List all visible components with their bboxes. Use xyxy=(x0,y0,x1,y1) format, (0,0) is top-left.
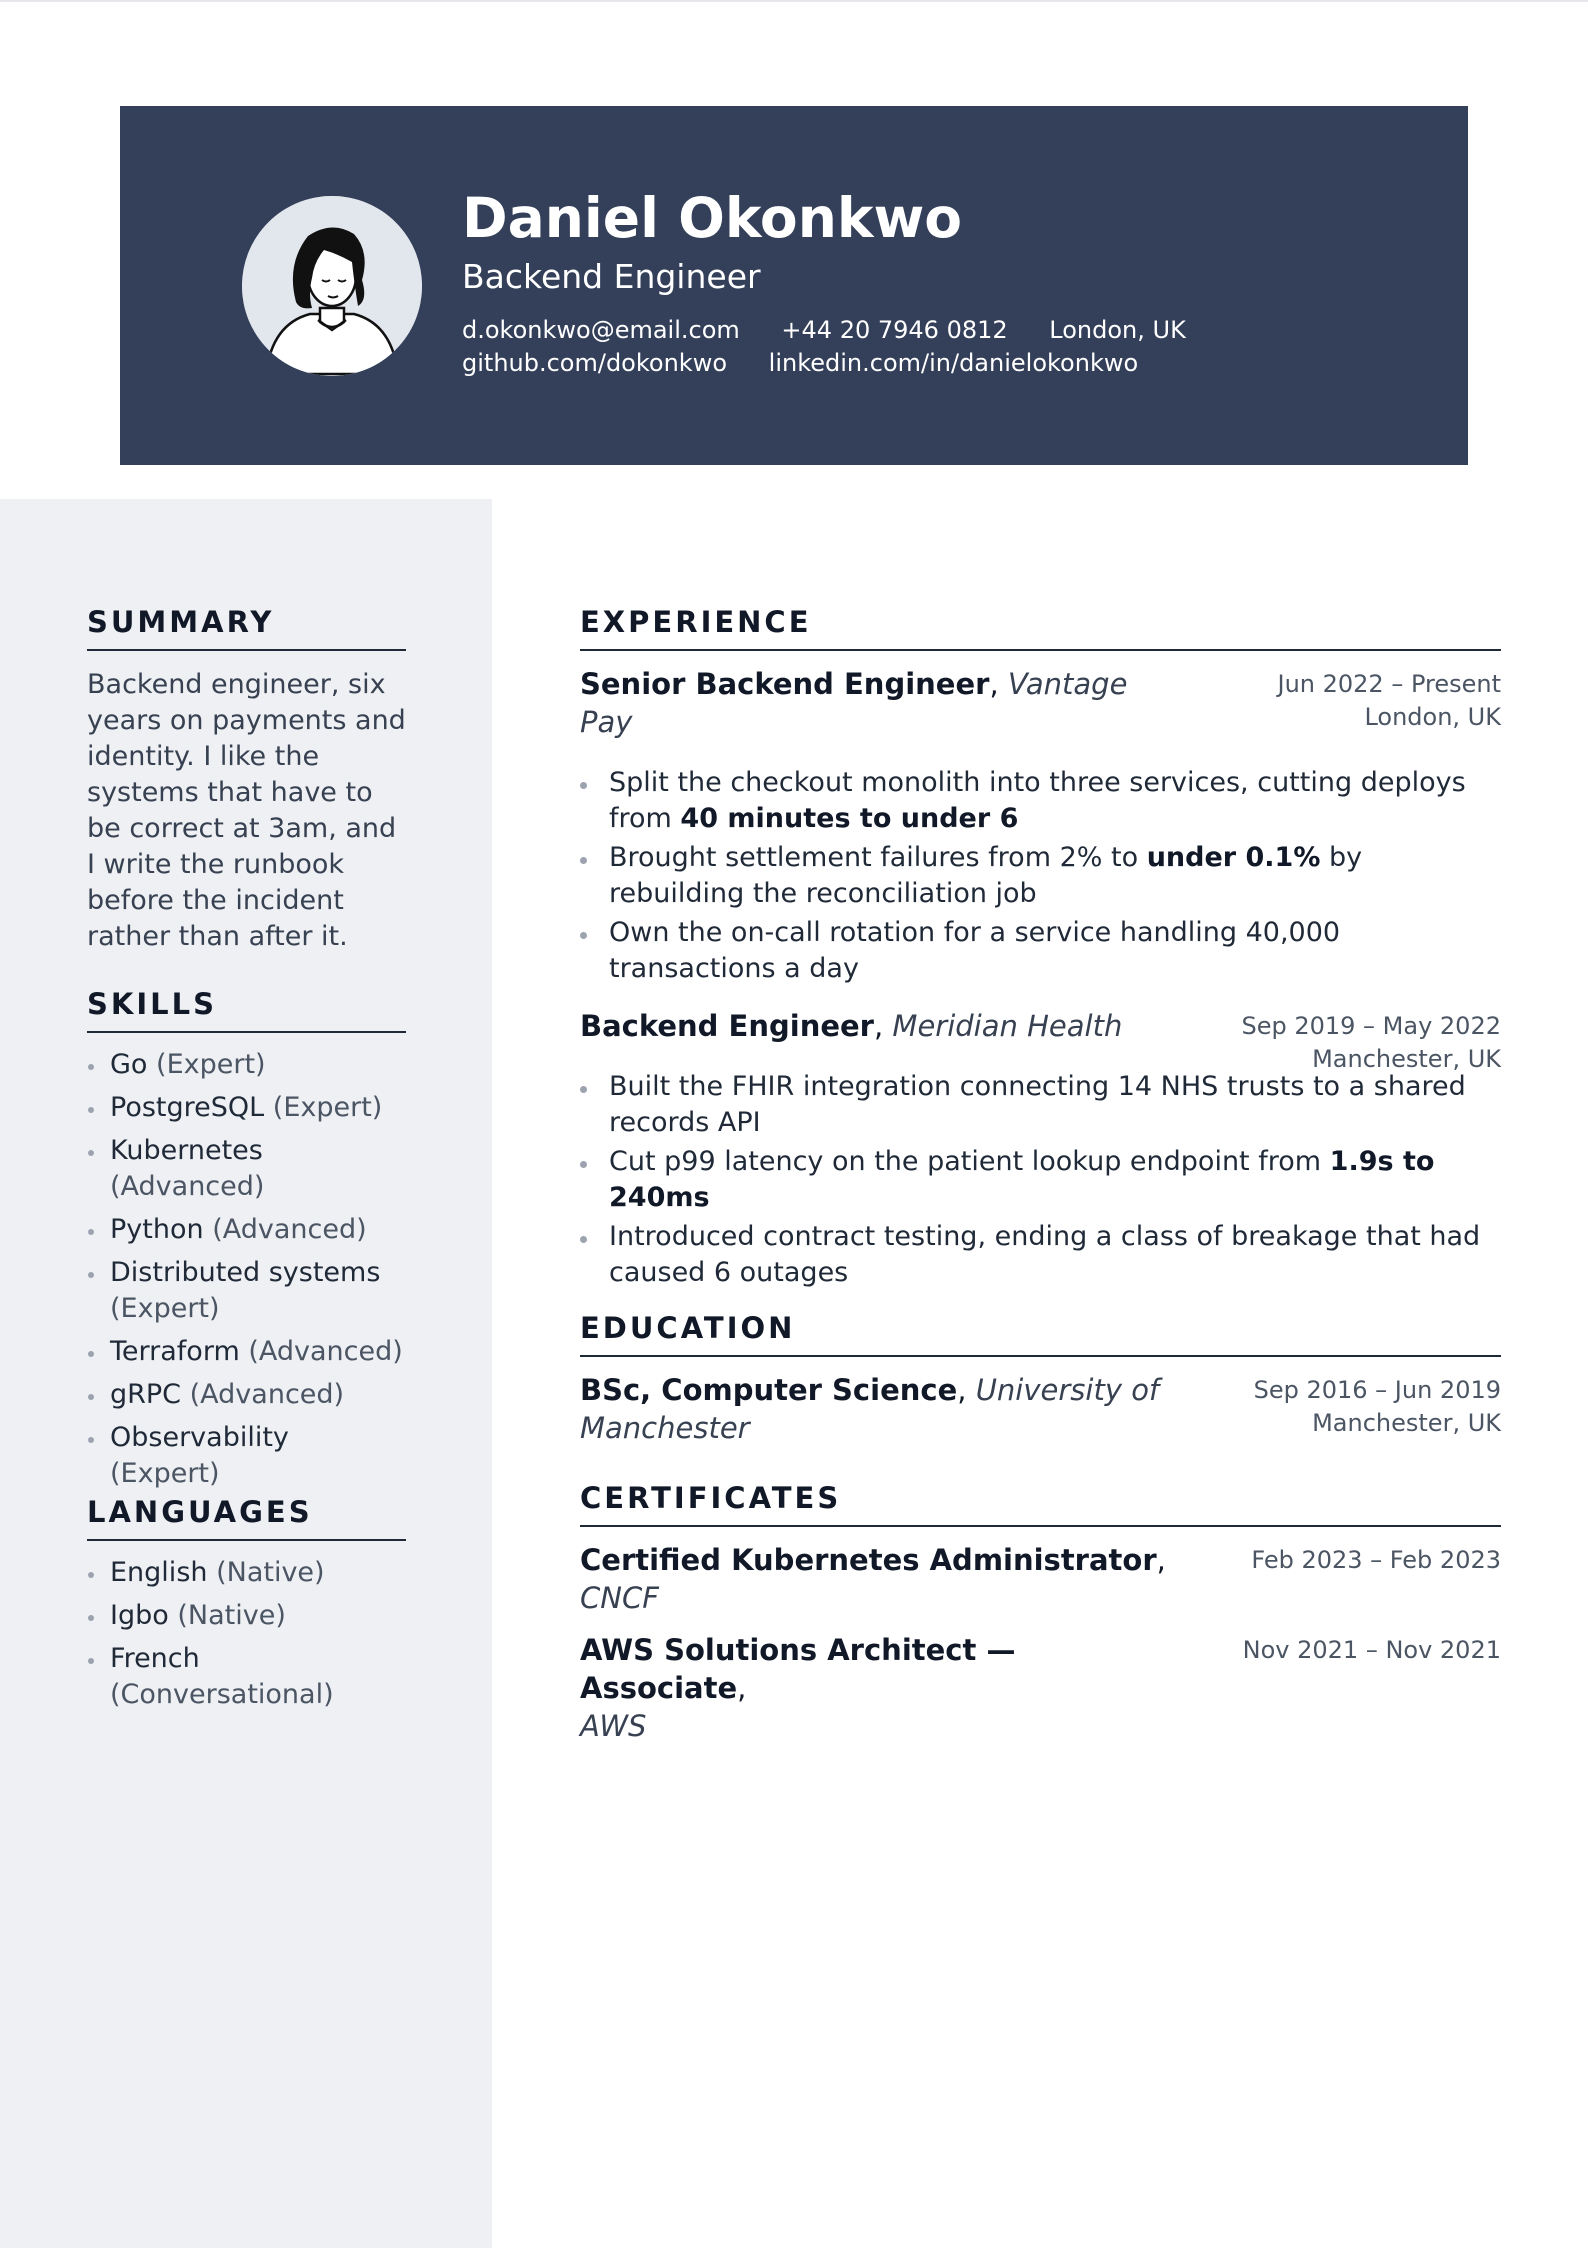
job-bullets xyxy=(580,765,1501,987)
skill-item: Go (Expert) xyxy=(87,1047,406,1083)
education-title: BSc, Computer Science, University of Manchester xyxy=(580,1373,1160,1445)
contact-location: London, UK xyxy=(1049,316,1186,344)
job-bullet: Introduced contract testing, ending a class of breakage that had caused 6 outages xyxy=(580,1219,1501,1291)
skill-item: Terraform (Advanced) xyxy=(87,1334,406,1370)
certificate-dates: Feb 2023 – Feb 2023 xyxy=(1251,1546,1501,1574)
job-bullet: Brought settlement failures from 2% to under 0.1% by rebuilding the reconciliation job xyxy=(580,840,1501,912)
job-entry xyxy=(580,665,1501,987)
skills-list xyxy=(87,1047,406,1492)
job-dates: Jun 2022 – Present xyxy=(1277,670,1501,698)
job-bullet: Split the checkout monolith into three services, cutting deploys from 40 minutes to under 6 xyxy=(580,765,1501,837)
avatar xyxy=(242,196,422,376)
certificate-title: AWS Solutions Architect — Associate, AWS xyxy=(580,1633,1016,1743)
certificate-title: Certified Kubernetes Administrator, CNCF xyxy=(580,1543,1166,1615)
certificates-section xyxy=(580,1480,1501,1745)
candidate-title: Backend Engineer xyxy=(462,257,761,296)
certificate-entry xyxy=(580,1631,1501,1745)
certificate-entry xyxy=(580,1541,1501,1617)
job-bullets xyxy=(580,1069,1501,1291)
summary-text: Backend engineer, six years on payments and identity. I like the systems that have to be correct at 3am, and I write the runbook before the incident rather than after it. xyxy=(87,669,406,952)
skill-item: PostgreSQL (Expert) xyxy=(87,1090,406,1126)
job-bullet: Own the on-call rotation for a service handling 40,000 transactions a day xyxy=(580,915,1501,987)
language-item: English (Native) xyxy=(87,1555,406,1591)
candidate-name: Daniel Okonkwo xyxy=(462,186,963,250)
job-title: Senior Backend Engineer, Vantage Pay xyxy=(580,667,1128,739)
summary-heading: SUMMARY xyxy=(87,604,406,651)
languages-section xyxy=(87,1494,406,1720)
job-bullet: Cut p99 latency on the patient lookup endpoint from 1.9s to 240ms xyxy=(580,1144,1501,1216)
certificate-dates: Nov 2021 – Nov 2021 xyxy=(1242,1636,1501,1664)
skills-heading: SKILLS xyxy=(87,986,406,1033)
skills-section xyxy=(87,986,406,1499)
job-location: Manchester, UK xyxy=(1312,1045,1501,1073)
resume-header xyxy=(120,106,1468,465)
contact-phone[interactable]: +44 20 7946 0812 xyxy=(781,316,1008,344)
language-item: French (Conversational) xyxy=(87,1641,406,1713)
languages-list xyxy=(87,1555,406,1713)
skill-item: Distributed systems (Expert) xyxy=(87,1255,406,1327)
certificates-heading: CERTIFICATES xyxy=(580,1480,1501,1527)
job-bullet: Built the FHIR integration connecting 14 NHS trusts to a shared records API xyxy=(580,1069,1501,1141)
languages-heading: LANGUAGES xyxy=(87,1494,406,1541)
skill-item: Kubernetes (Advanced) xyxy=(87,1133,406,1205)
experience-heading: EXPERIENCE xyxy=(580,604,1501,651)
contact-info xyxy=(462,314,1222,380)
skill-item: Observability (Expert) xyxy=(87,1420,406,1492)
job-location: London, UK xyxy=(1364,703,1501,731)
top-border xyxy=(0,0,1588,2)
sidebar xyxy=(0,499,492,2248)
summary-section xyxy=(87,604,406,955)
education-location: Manchester, UK xyxy=(1312,1409,1501,1437)
education-heading: EDUCATION xyxy=(580,1310,1501,1357)
job-meta xyxy=(1277,668,1501,734)
contact-github[interactable]: github.com/dokonkwo xyxy=(462,349,728,377)
education-entry xyxy=(580,1371,1501,1447)
education-dates: Sep 2016 – Jun 2019 xyxy=(1253,1376,1501,1404)
experience-section xyxy=(580,604,1501,1294)
job-title: Backend Engineer, Meridian Health xyxy=(580,1009,1123,1043)
person-portrait-icon xyxy=(242,196,422,376)
skill-item: gRPC (Advanced) xyxy=(87,1377,406,1413)
contact-email[interactable]: d.okonkwo@email.com xyxy=(462,316,740,344)
language-item: Igbo (Native) xyxy=(87,1598,406,1634)
education-section xyxy=(580,1310,1501,1447)
education-meta xyxy=(1254,1374,1501,1440)
job-meta xyxy=(1241,1010,1501,1076)
job-entry xyxy=(580,1007,1501,1291)
skill-item: Python (Advanced) xyxy=(87,1212,406,1248)
job-dates: Sep 2019 – May 2022 xyxy=(1241,1012,1501,1040)
contact-linkedin[interactable]: linkedin.com/in/danielokonkwo xyxy=(768,349,1139,377)
